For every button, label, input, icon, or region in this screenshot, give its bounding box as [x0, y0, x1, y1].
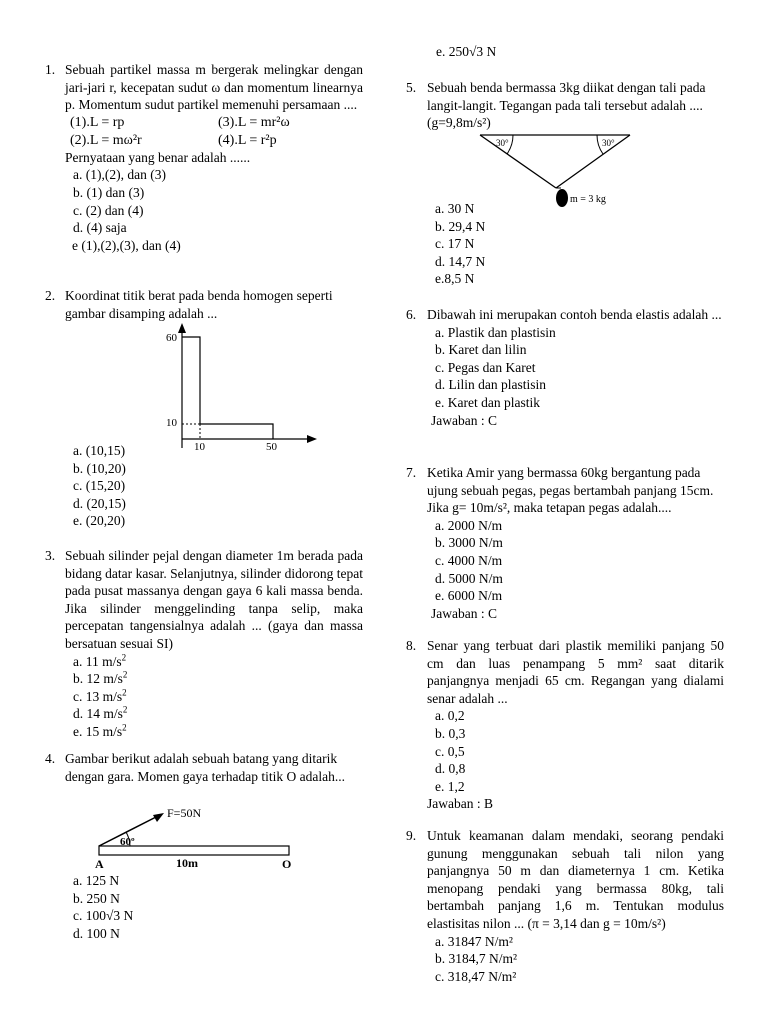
tick-y-top: 60	[166, 332, 177, 344]
question-text: Gambar berikut adalah sebuah batang yang ditarik dengan gara. Momen gaya terhadap titik O adalah...	[65, 751, 346, 784]
force-arrowhead	[153, 813, 164, 822]
question-number: 9.	[406, 828, 417, 843]
option-b[interactable]: b. 12 $m/s^2$	[73, 669, 128, 687]
option-a[interactable]: a. Plastik dan plastisin	[435, 324, 556, 340]
question-number: 4.	[45, 751, 56, 766]
tick-x-end: 50	[266, 441, 277, 453]
answer-key: Jawaban : B	[427, 796, 493, 812]
statement: (1).L = rp	[70, 114, 125, 130]
option-list	[73, 166, 363, 254]
option-c[interactable]: c. 0,5	[435, 743, 465, 759]
option-d[interactable]: d. 0,8	[435, 761, 466, 777]
question-text: Untuk keamanan dalam mendaki, seorang pendaki gunung menggunakan sebuah tali nilon yang panjangnya 50 m dan diameternya 1 cm. Ketika menopang pendaki yang bermassa 80kg, tali bertambah panjang 1,6 m. Tentukan modulus elastisitas nilon ... (π = 3,14 dan g = 10m/s²)	[427, 828, 724, 931]
question-9	[406, 827, 724, 985]
option-list	[435, 517, 724, 605]
statement: (3).L = mr²ω	[218, 114, 290, 130]
question-number: 7.	[406, 465, 417, 480]
option-a[interactable]: a. (1),(2), dan (3)	[73, 167, 166, 183]
option-e[interactable]: e. Karet dan plastik	[435, 394, 540, 410]
option-c[interactable]: c. 13 $m/s^2$	[73, 687, 127, 704]
option-list	[435, 707, 724, 795]
option-list	[435, 324, 724, 412]
option-b[interactable]: b. (10,20)	[73, 460, 126, 476]
option-c[interactable]: c. 17 N	[435, 236, 475, 252]
option-list	[73, 653, 363, 741]
question-4-option-e	[436, 43, 586, 61]
option-d[interactable]: d. 14,7 N	[435, 253, 486, 269]
statement-grid	[65, 114, 363, 149]
question-text: Ketika Amir yang bermassa 60kg bergantung pada ujung sebuah pegas, pegas bertambah panjang 15cm. Jika g= 10m/s², maka tetapan pegas adalah....	[427, 465, 714, 516]
option-list	[435, 933, 724, 986]
angle-label: 60º	[120, 836, 135, 848]
option-a[interactable]: a. 30 N	[435, 201, 475, 216]
rope-right	[556, 135, 630, 188]
question-5-options	[435, 200, 585, 288]
question-prompt: Pernyataan yang benar adalah ......	[65, 149, 251, 165]
option-e[interactable]: e. 250√3 N	[436, 44, 497, 59]
question-text: Senar yang terbuat dari plastik memiliki panjang 50 cm dan luas penampang 5 mm² saat ditarik panjangnya menjadi 65 cm. Regangan yang dialami senar adalah ...	[427, 638, 724, 706]
question-number: 2.	[45, 288, 56, 303]
point-o-label: O	[282, 857, 292, 871]
question-text: Koordinat titik berat pada benda homogen seperti gambar disamping adalah ...	[65, 288, 333, 321]
rod-figure	[90, 805, 300, 870]
option-b[interactable]: b. 3184,7 N/m²	[435, 951, 518, 967]
option-a[interactable]: a. 31847 N/m²	[435, 933, 513, 949]
statement: (2).L = mω²r	[70, 132, 142, 148]
question-4	[45, 750, 363, 785]
answer-key: Jawaban : C	[431, 605, 497, 621]
question-text: Sebuah silinder pejal dengan diameter 1m berada pada bidang datar kasar. Selanjutnya, silinder didorong tepat pada pusat massanya dengan gaya 6 kali massa benda. Jika silinder menggelinding tanpa selip, maka percepatan tangensialnya adalah ... (gaya dan massa bersatuan sesuai SI)	[65, 548, 363, 651]
tick-y-mid: 10	[166, 417, 177, 429]
question-2-options	[73, 442, 193, 530]
option-d[interactable]: d. Lilin dan plastisin	[435, 377, 546, 393]
l-shape-figure	[160, 325, 320, 455]
question-number: 3.	[45, 548, 56, 563]
question-8	[406, 637, 724, 813]
option-e[interactable]: e. (20,20)	[73, 513, 126, 529]
x-axis-arrow	[307, 435, 317, 443]
option-b[interactable]: b. 0,3	[435, 725, 466, 741]
mass-label: m = 3 kg	[570, 194, 606, 205]
question-number: 6.	[406, 307, 417, 322]
option-a[interactable]: a. 11 $m/s^2$	[73, 652, 127, 669]
option-b[interactable]: b. Karet dan lilin	[435, 342, 527, 358]
option-c[interactable]: c. (15,20)	[73, 478, 126, 494]
option-a[interactable]: a. 125 N	[73, 873, 120, 888]
option-c[interactable]: c. 4000 N/m	[435, 552, 503, 568]
option-a[interactable]: a. (10,15)	[73, 443, 126, 458]
option-a[interactable]: a. 2000 N/m	[435, 517, 503, 533]
option-d[interactable]: d. (20,15)	[73, 495, 126, 511]
question-number: 5.	[406, 80, 417, 95]
question-number: 1.	[45, 62, 56, 77]
option-c[interactable]: c. Pegas dan Karet	[435, 359, 536, 375]
option-a[interactable]: a. 0,2	[435, 708, 465, 724]
question-text: Dibawah ini merupakan contoh benda elastis adalah ...	[427, 307, 722, 322]
option-d[interactable]: d. (4) saja	[73, 220, 127, 236]
y-axis-arrow	[178, 323, 186, 333]
option-d[interactable]: d. 5000 N/m	[435, 570, 503, 586]
length-label: 10m	[176, 856, 198, 870]
option-d[interactable]: d. 14 $m/s^2$	[73, 704, 128, 722]
option-c[interactable]: c. 100√3 N	[73, 908, 134, 924]
question-5	[406, 79, 724, 132]
tick-x-mid: 10	[194, 441, 205, 453]
option-e[interactable]: e. 15 $m/s^2$	[73, 722, 127, 739]
question-text: Sebuah partikel massa m bergerak melingkar dengan jari-jari r, kecepatan sudut ω dan momentum linearnya p. Momentum sudut partikel memenuhi persamaan ....	[65, 62, 363, 113]
option-c[interactable]: c. 318,47 N/m²	[435, 968, 517, 984]
statement: (4).L = r²p	[218, 132, 277, 148]
option-b[interactable]: b. (1) dan (3)	[73, 184, 145, 200]
question-7	[406, 464, 724, 622]
option-e[interactable]: e.8,5 N	[435, 271, 475, 287]
force-label: F=50N	[167, 806, 202, 820]
option-c[interactable]: c. (2) dan (4)	[73, 202, 144, 218]
question-6	[406, 306, 724, 429]
rope-left	[480, 135, 556, 188]
point-a-label: A	[95, 857, 104, 871]
option-b[interactable]: b. 3000 N/m	[435, 535, 503, 551]
angle-right-label: 30°	[602, 138, 615, 148]
question-2	[45, 287, 363, 322]
question-number: 8.	[406, 638, 417, 653]
option-e[interactable]: e. 1,2	[435, 778, 465, 794]
question-4-options	[73, 872, 223, 942]
question-1	[45, 61, 363, 254]
question-3	[45, 547, 363, 741]
option-b[interactable]: b. 250 N	[73, 890, 120, 906]
option-b[interactable]: b. 29,4 N	[435, 218, 486, 234]
angle-left-label: 30°	[496, 138, 509, 148]
question-text: Sebuah benda bermassa 3kg diikat dengan tali pada langit-langit. Tegangan pada tali tersebut adalah .... (g=9,8m/s²)	[427, 80, 706, 131]
answer-key: Jawaban : C	[431, 412, 497, 428]
option-d[interactable]: d. 100 N	[73, 925, 120, 941]
option-e[interactable]: e. 6000 N/m	[435, 588, 503, 604]
option-e[interactable]: e (1),(2),(3), dan (4)	[72, 237, 181, 253]
